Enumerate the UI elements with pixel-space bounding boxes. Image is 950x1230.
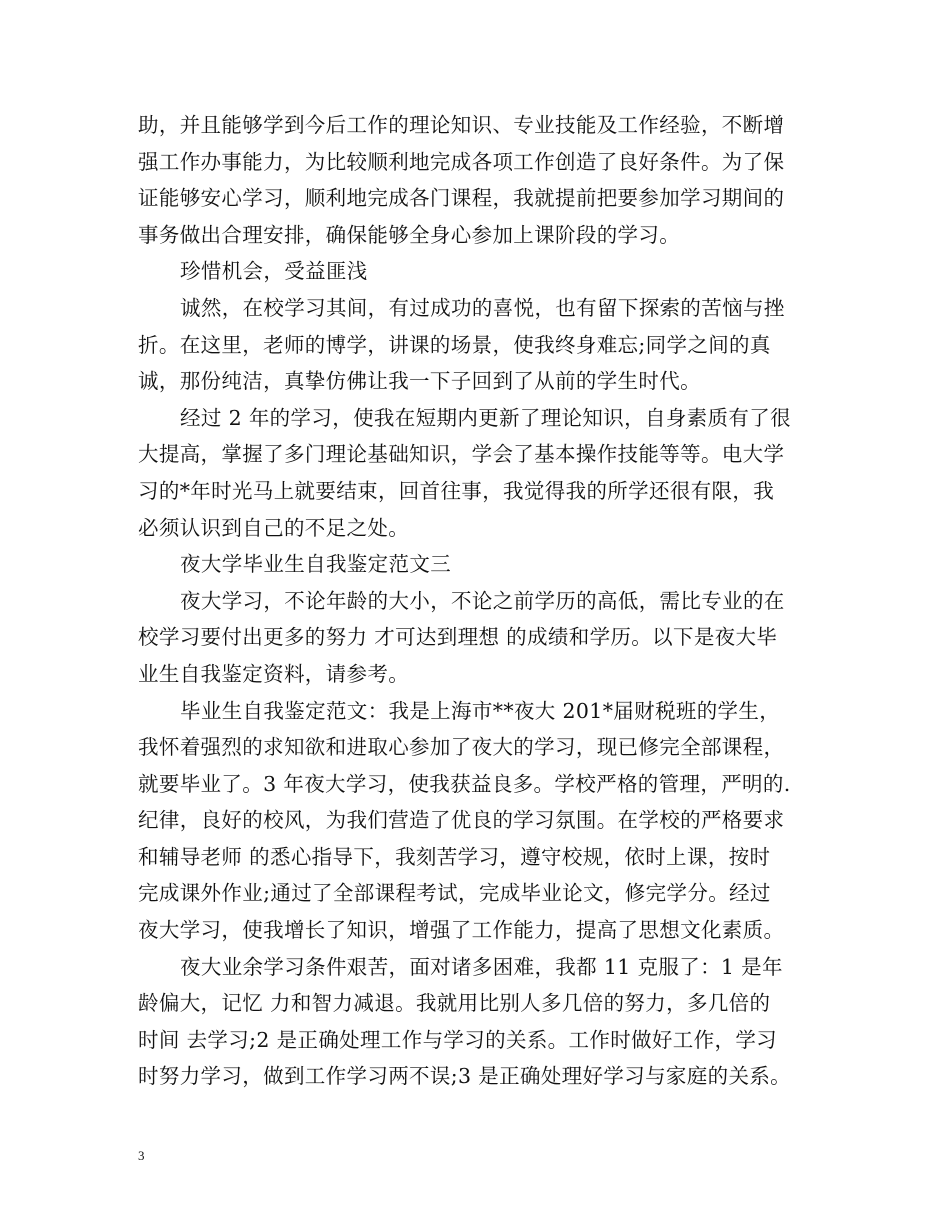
page-number: 3: [138, 1148, 145, 1163]
text-line: 我怀着强烈的求知欲和进取心参加了夜大的学习，现已修完全部课程，: [138, 735, 785, 760]
text-line: 习的*年时光马上就要结束，回首往事，我觉得我的所学还很有限，我: [138, 478, 775, 503]
text-line: 时努力学习，做到工作学习两不误;3 是正确处理好学习与家庭的关系。: [138, 1064, 792, 1089]
text-line: 证能够安心学习，顺利地完成各门课程，我就提前把要参加学习期间的: [138, 186, 785, 211]
text-line: 折。在这里，老师的博学，讲课的场景，使我终身难忘;同学之间的真: [138, 332, 771, 357]
text-line: 龄偏大，记忆 力和智力减退。我就用比别人多几倍的努力，多几倍的: [138, 991, 771, 1016]
text-line: 诚然，在校学习其间，有过成功的喜悦，也有留下探索的苦恼与挫: [180, 295, 785, 320]
text-line: 经过 2 年的学习，使我在短期内更新了理论知识，自身素质有了很: [180, 405, 791, 430]
text-line: 就要毕业了。3 年夜大学习，使我获益良多。学校严格的管理，严明的.: [138, 771, 791, 796]
text-line: 强工作办事能力，为比较顺利地完成各项工作创造了良好条件。为了保: [138, 149, 785, 174]
text-line: 夜大学习，不论年龄的大小，不论之前学历的高低，需比专业的在: [180, 588, 785, 613]
text-line: 夜大学习，使我增长了知识，增强了工作能力，提高了思想文化素质。: [138, 918, 785, 943]
text-line: 大提高，掌握了多门理论基础知识，学会了基本操作技能等等。电大学: [138, 442, 785, 467]
section-heading: 夜大学毕业生自我鉴定范文三: [180, 552, 452, 577]
section-heading: 珍惜机会，受益匪浅: [180, 259, 368, 284]
text-line: 业生自我鉴定资料，请参考。: [138, 661, 410, 686]
text-line: 事务做出合理安排，确保能够全身心参加上课阶段的学习。: [138, 222, 681, 247]
text-line: 时间 去学习;2 是正确处理工作与学习的关系。工作时做好工作，学习: [138, 1027, 778, 1052]
text-line: 诚，那份纯洁，真挚仿佛让我一下子回到了从前的学生时代。: [138, 369, 701, 394]
text-line: 完成课外作业;通过了全部课程考试，完成毕业论文，修完学分。经过: [138, 881, 771, 906]
text-line: 毕业生自我鉴定范文：我是上海市**夜大 201*届财税班的学生，: [180, 698, 781, 723]
body-text: [138, 107, 828, 1095]
text-line: 和辅导老师 的悉心指导下，我刻苦学习，遵守校规，依时上课，按时: [138, 844, 771, 869]
text-line: 校学习要付出更多的努力 才可达到理想 的成绩和学历。以下是夜大毕: [138, 625, 778, 650]
text-line: 纪律，良好的校风，为我们营造了优良的学习氛围。在学校的严格要求: [138, 808, 785, 833]
text-line: 必须认识到自己的不足之处。: [138, 515, 410, 540]
text-line: 夜大业余学习条件艰苦，面对诸多困难，我都 11 克服了：1 是年: [180, 954, 783, 979]
text-line: 助，并且能够学到今后工作的理论知识、专业技能及工作经验，不断增: [138, 113, 785, 137]
